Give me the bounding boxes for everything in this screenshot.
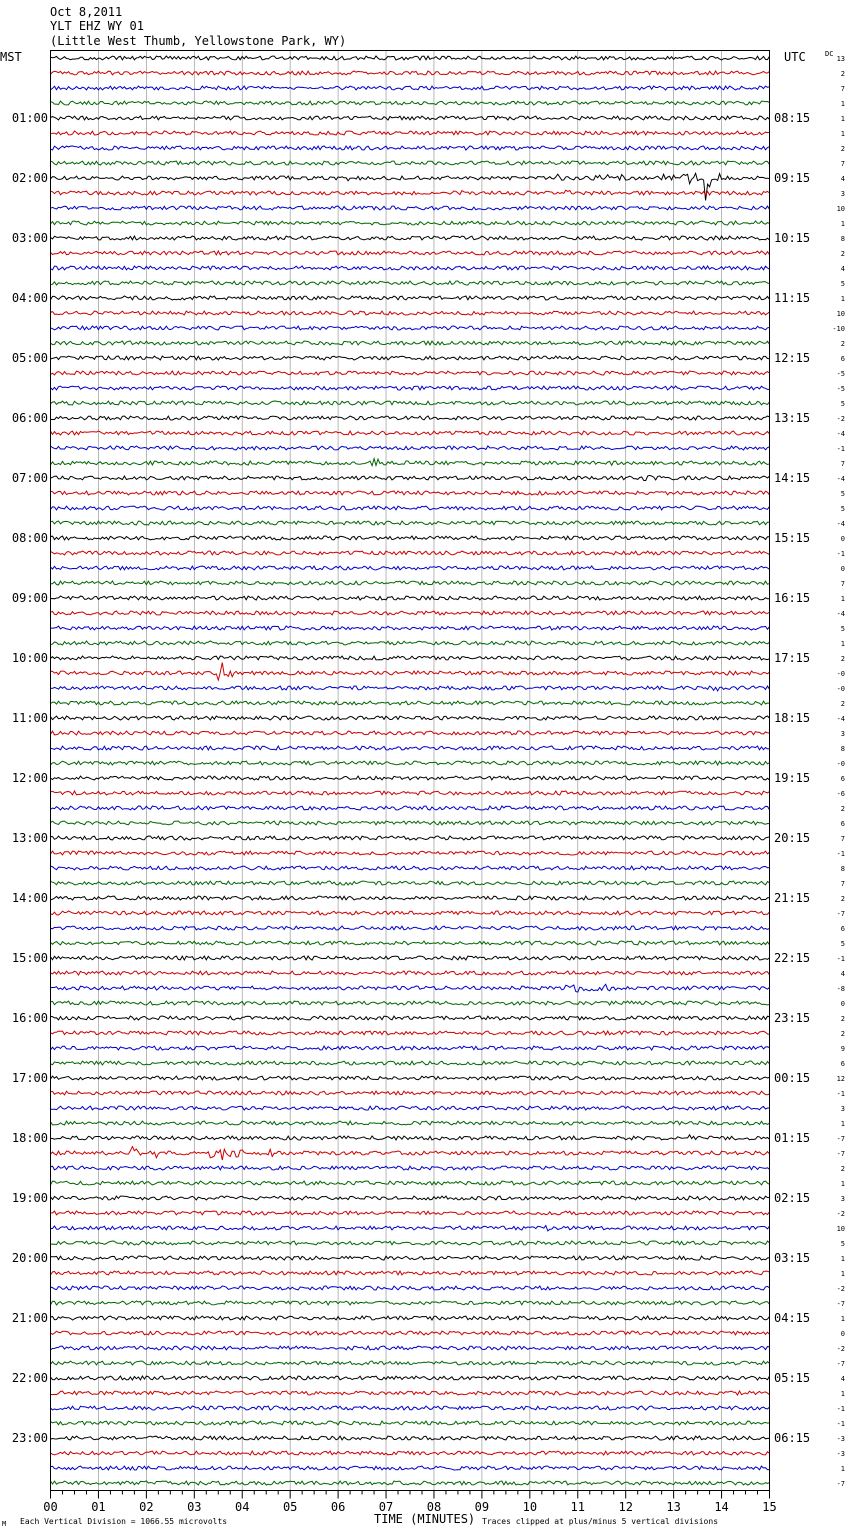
left-time-label: 08:00 <box>11 531 48 545</box>
dc-offset: -2 <box>836 415 845 423</box>
trace-1 <box>51 71 770 75</box>
trace-54 <box>51 866 770 870</box>
trace-88 <box>51 1376 770 1380</box>
dc-offset: 6 <box>840 355 845 363</box>
trace-24 <box>51 416 770 420</box>
x-tick-label: 04 <box>235 1500 250 1514</box>
trace-58 <box>51 926 770 930</box>
trace-69 <box>51 1091 770 1095</box>
left-time-label: 03:00 <box>11 231 48 245</box>
trace-93 <box>51 1451 770 1455</box>
dc-offset: -0 <box>836 685 845 693</box>
trace-71 <box>51 1121 770 1125</box>
trace-53 <box>51 851 770 855</box>
dc-offset: -2 <box>836 1210 845 1218</box>
trace-91 <box>51 1421 770 1425</box>
left-time-label: 16:00 <box>11 1011 48 1025</box>
right-time-label: 16:15 <box>774 591 811 605</box>
x-tick-label: 06 <box>330 1500 346 1514</box>
right-time-label: 01:15 <box>774 1131 811 1145</box>
dc-offset: -4 <box>836 610 845 618</box>
trace-10 <box>51 206 770 210</box>
trace-37 <box>51 611 770 615</box>
dc-offset: -7 <box>836 1360 845 1368</box>
trace-45 <box>51 731 770 735</box>
dc-offset: -8 <box>836 985 845 993</box>
dc-offset: 1 <box>840 1270 845 1278</box>
dc-offset: 1 <box>840 1465 845 1473</box>
dc-offset: 1 <box>840 295 845 303</box>
trace-72 <box>51 1135 770 1140</box>
right-time-labels <box>774 111 810 1445</box>
trace-84 <box>51 1316 770 1320</box>
x-tick-label: 01 <box>91 1500 106 1514</box>
left-axis-title: MST <box>0 50 22 64</box>
dc-offset: 3 <box>840 1195 845 1203</box>
dc-offset: 13 <box>836 55 845 63</box>
left-time-label: 05:00 <box>11 351 48 365</box>
trace-43 <box>51 701 770 705</box>
left-time-label: 19:00 <box>11 1191 48 1205</box>
trace-4 <box>51 116 770 120</box>
trace-90 <box>51 1406 770 1410</box>
trace-0 <box>51 56 770 60</box>
dc-offset: 2 <box>840 655 845 663</box>
left-time-label: 04:00 <box>11 291 48 305</box>
left-time-label: 13:00 <box>11 831 48 845</box>
x-tick-label: 08 <box>426 1500 442 1514</box>
trace-19 <box>51 341 770 345</box>
dc-offset: -10 <box>832 325 845 333</box>
trace-34 <box>51 566 770 570</box>
right-time-label: 02:15 <box>774 1191 811 1205</box>
dc-offset: 5 <box>840 505 845 513</box>
dc-offset: 7 <box>840 460 845 468</box>
x-tick-label: 11 <box>570 1500 585 1514</box>
trace-67 <box>51 1061 770 1065</box>
trace-28 <box>51 475 770 480</box>
dc-offset: 5 <box>840 280 845 288</box>
dc-offset: 2 <box>840 70 845 78</box>
trace-68 <box>51 1076 770 1080</box>
dc-offset: 6 <box>840 1060 845 1068</box>
right-time-label: 10:15 <box>774 231 811 245</box>
trace-51 <box>51 821 770 825</box>
dc-offset: 5 <box>840 1240 845 1248</box>
trace-60 <box>51 956 770 960</box>
trace-42 <box>51 686 770 691</box>
trace-89 <box>51 1391 770 1395</box>
dc-offset: 1 <box>840 595 845 603</box>
left-time-label: 02:00 <box>11 171 48 185</box>
dc-offset: -7 <box>836 1480 845 1488</box>
right-time-label: 22:15 <box>774 951 811 965</box>
trace-30 <box>51 506 770 510</box>
trace-55 <box>51 881 770 885</box>
dc-offset: -4 <box>836 715 845 723</box>
trace-36 <box>51 596 770 600</box>
trace-33 <box>51 551 770 555</box>
x-tick-label: 07 <box>378 1500 394 1514</box>
right-time-label: 09:15 <box>774 171 811 185</box>
right-time-label: 03:15 <box>774 1251 811 1265</box>
x-tick-label: 13 <box>666 1500 681 1514</box>
dc-offset: 8 <box>840 745 845 753</box>
dc-offset: 2 <box>840 145 845 153</box>
x-tick-label: 15 <box>762 1500 777 1514</box>
seismic-traces <box>51 56 770 1485</box>
trace-61 <box>51 971 770 975</box>
trace-57 <box>51 911 770 915</box>
dc-offset: 1 <box>840 115 845 123</box>
dc-offset: 2 <box>840 1030 845 1038</box>
trace-22 <box>51 386 770 390</box>
dc-title: DC <box>825 50 834 58</box>
right-time-label: 06:15 <box>774 1431 811 1445</box>
dc-offset: -2 <box>836 1345 845 1353</box>
dc-offset: 3 <box>840 1105 845 1113</box>
left-time-label: 18:00 <box>11 1131 48 1145</box>
dc-offset: 0 <box>840 535 845 543</box>
trace-26 <box>51 446 770 450</box>
trace-31 <box>51 521 770 525</box>
trace-49 <box>51 791 770 795</box>
trace-39 <box>51 641 770 645</box>
dc-offset: -7 <box>836 1150 845 1158</box>
dc-offset: -2 <box>836 1285 845 1293</box>
dc-offset: 2 <box>840 895 845 903</box>
footer-clip-note: Traces clipped at plus/minus 5 vertical divisions <box>482 1517 719 1526</box>
left-time-label: 14:00 <box>11 891 48 905</box>
trace-87 <box>51 1361 770 1365</box>
dc-offset: -1 <box>836 445 845 453</box>
dc-offset: 6 <box>840 775 845 783</box>
right-axis-title: UTC <box>784 50 806 64</box>
left-time-label: 12:00 <box>11 771 48 785</box>
right-time-label: 23:15 <box>774 1011 811 1025</box>
trace-81 <box>51 1271 770 1275</box>
dc-offset: 1 <box>840 1180 845 1188</box>
trace-20 <box>51 356 770 360</box>
trace-25 <box>51 431 770 435</box>
dc-offset: 7 <box>840 160 845 168</box>
trace-44 <box>51 716 770 720</box>
header-location: (Little West Thumb, Yellowstone Park, WY) <box>50 34 347 48</box>
trace-59 <box>51 941 770 945</box>
trace-92 <box>51 1436 770 1440</box>
trace-85 <box>51 1331 770 1335</box>
trace-41 <box>51 663 770 681</box>
trace-11 <box>51 221 770 225</box>
trace-38 <box>51 626 770 630</box>
dc-offset: 1 <box>840 1315 845 1323</box>
dc-offset: 10 <box>836 205 845 213</box>
right-time-label: 17:15 <box>774 651 811 665</box>
left-time-label: 11:00 <box>11 711 48 725</box>
trace-13 <box>51 251 770 255</box>
trace-46 <box>51 746 770 750</box>
dc-offset: -5 <box>836 385 845 393</box>
trace-94 <box>51 1466 770 1470</box>
trace-86 <box>51 1346 770 1350</box>
dc-offset: 10 <box>836 310 845 318</box>
dc-offset: 1 <box>840 1390 845 1398</box>
dc-offset: -7 <box>836 1135 845 1143</box>
dc-offset: 4 <box>840 265 845 273</box>
dc-offset: 7 <box>840 880 845 888</box>
trace-18 <box>51 326 770 330</box>
trace-70 <box>51 1106 770 1110</box>
left-time-label: 21:00 <box>11 1311 48 1325</box>
dc-offset: 8 <box>840 235 845 243</box>
trace-56 <box>51 896 770 900</box>
x-axis-title: TIME (MINUTES) <box>374 1512 476 1526</box>
trace-73 <box>51 1147 770 1161</box>
trace-75 <box>51 1181 770 1185</box>
dc-offset: 0 <box>840 565 845 573</box>
dc-offset: 4 <box>840 970 845 978</box>
dc-offset: 2 <box>840 805 845 813</box>
right-time-label: 19:15 <box>774 771 811 785</box>
dc-offset: 12 <box>836 1075 845 1083</box>
trace-12 <box>51 236 770 240</box>
trace-77 <box>51 1211 770 1215</box>
trace-74 <box>51 1166 770 1170</box>
dc-offset: 1 <box>840 100 845 108</box>
dc-offset: -1 <box>836 1090 845 1098</box>
dc-offset: 2 <box>840 700 845 708</box>
dc-offset: -4 <box>836 520 845 528</box>
left-time-label: 15:00 <box>11 951 48 965</box>
trace-21 <box>51 371 770 375</box>
trace-95 <box>51 1481 770 1485</box>
trace-63 <box>51 1001 770 1005</box>
x-tick-label: 00 <box>43 1500 58 1514</box>
dc-offset: -1 <box>836 550 845 558</box>
trace-32 <box>51 536 770 540</box>
right-time-label: 14:15 <box>774 471 811 485</box>
trace-7 <box>51 161 770 165</box>
dc-offset: 0 <box>840 1330 845 1338</box>
trace-82 <box>51 1286 770 1290</box>
header-station: YLT EHZ WY 01 <box>50 19 144 33</box>
dc-offset: 5 <box>840 490 845 498</box>
dc-offset: -6 <box>836 790 845 798</box>
x-tick-label: 10 <box>522 1500 538 1514</box>
x-tick-label: 05 <box>282 1500 298 1514</box>
dc-offset: 5 <box>840 625 845 633</box>
right-time-label: 20:15 <box>774 831 811 845</box>
dc-offset: -1 <box>836 850 845 858</box>
trace-5 <box>51 131 770 135</box>
left-time-label: 06:00 <box>11 411 48 425</box>
dc-offset: -7 <box>836 910 845 918</box>
dc-offset: 6 <box>840 820 845 828</box>
right-time-label: 15:15 <box>774 531 811 545</box>
dc-offset: 2 <box>840 1165 845 1173</box>
dc-offset: 3 <box>840 730 845 738</box>
dc-offset: 7 <box>840 835 845 843</box>
left-time-labels <box>12 111 48 1445</box>
dc-offset: 1 <box>840 1255 845 1263</box>
dc-offset: 8 <box>840 865 845 873</box>
left-time-label: 20:00 <box>11 1251 48 1265</box>
dc-offset: 1 <box>840 1120 845 1128</box>
trace-14 <box>51 266 770 270</box>
dc-offset-labels <box>832 55 845 1488</box>
dc-offset: 0 <box>840 1000 845 1008</box>
right-time-label: 08:15 <box>774 111 811 125</box>
dc-offset: 1 <box>840 130 845 138</box>
dc-offset: -4 <box>836 430 845 438</box>
trace-47 <box>51 761 770 765</box>
dc-offset: 7 <box>840 580 845 588</box>
left-time-label: 01:00 <box>11 111 48 125</box>
footer-corner-mark: M <box>2 1520 7 1528</box>
trace-35 <box>51 581 770 585</box>
trace-17 <box>51 311 770 315</box>
dc-offset: 1 <box>840 640 845 648</box>
dc-offset: 5 <box>840 400 845 408</box>
dc-offset: 2 <box>840 1015 845 1023</box>
right-time-label: 18:15 <box>774 711 811 725</box>
right-time-label: 21:15 <box>774 891 811 905</box>
dc-offset: 3 <box>840 190 845 198</box>
footer-scale-note: Each Vertical Division = 1066.55 microvolts <box>20 1517 228 1526</box>
dc-offset: 5 <box>840 940 845 948</box>
trace-79 <box>51 1241 770 1245</box>
dc-offset: -0 <box>836 760 845 768</box>
trace-80 <box>51 1256 770 1260</box>
trace-2 <box>51 86 770 90</box>
trace-23 <box>51 401 770 405</box>
dc-offset: 1 <box>840 220 845 228</box>
trace-8 <box>51 173 770 200</box>
trace-6 <box>51 146 770 150</box>
left-time-label: 10:00 <box>11 651 48 665</box>
dc-offset: -1 <box>836 955 845 963</box>
trace-64 <box>51 1016 770 1020</box>
dc-offset: 4 <box>840 1375 845 1383</box>
left-time-label: 07:00 <box>11 471 48 485</box>
trace-16 <box>51 296 770 300</box>
dc-offset: 4 <box>840 175 845 183</box>
x-axis-ticks <box>43 1491 776 1515</box>
dc-offset: 9 <box>840 1045 845 1053</box>
dc-offset: 10 <box>836 1225 845 1233</box>
x-tick-label: 02 <box>139 1500 154 1514</box>
trace-15 <box>51 281 770 285</box>
dc-offset: -7 <box>836 1300 845 1308</box>
left-time-label: 22:00 <box>11 1371 48 1385</box>
left-time-label: 17:00 <box>11 1071 48 1085</box>
right-time-label: 00:15 <box>774 1071 811 1085</box>
trace-65 <box>51 1031 770 1035</box>
x-tick-label: 12 <box>618 1500 633 1514</box>
dc-offset: 7 <box>840 85 845 93</box>
dc-offset: -1 <box>836 1405 845 1413</box>
dc-offset: -3 <box>836 1450 845 1458</box>
trace-3 <box>51 101 770 105</box>
trace-83 <box>51 1301 770 1305</box>
right-time-label: 04:15 <box>774 1311 811 1325</box>
x-tick-label: 09 <box>474 1500 490 1514</box>
dc-offset: 2 <box>840 250 845 258</box>
x-tick-label: 14 <box>714 1500 729 1514</box>
right-time-label: 12:15 <box>774 351 811 365</box>
header-date: Oct 8,2011 <box>50 5 123 19</box>
trace-40 <box>51 656 770 660</box>
dc-offset: -4 <box>836 475 845 483</box>
left-time-label: 23:00 <box>11 1431 48 1445</box>
dc-offset: 6 <box>840 925 845 933</box>
right-time-label: 11:15 <box>774 291 811 305</box>
trace-50 <box>51 806 770 810</box>
dc-offset: -0 <box>836 670 845 678</box>
x-tick-label: 03 <box>187 1500 202 1514</box>
trace-62 <box>51 984 770 992</box>
left-time-label: 09:00 <box>11 591 48 605</box>
right-time-label: 05:15 <box>774 1371 811 1385</box>
trace-29 <box>51 491 770 495</box>
trace-48 <box>51 776 770 780</box>
trace-78 <box>51 1226 770 1231</box>
trace-66 <box>51 1046 770 1050</box>
trace-76 <box>51 1196 770 1200</box>
dc-offset: 2 <box>840 340 845 348</box>
trace-52 <box>51 836 770 840</box>
dc-offset: -1 <box>836 1420 845 1428</box>
dc-offset: -5 <box>836 370 845 378</box>
right-time-label: 13:15 <box>774 411 811 425</box>
trace-27 <box>51 459 770 466</box>
dc-offset: -3 <box>836 1435 845 1443</box>
trace-9 <box>51 190 770 195</box>
